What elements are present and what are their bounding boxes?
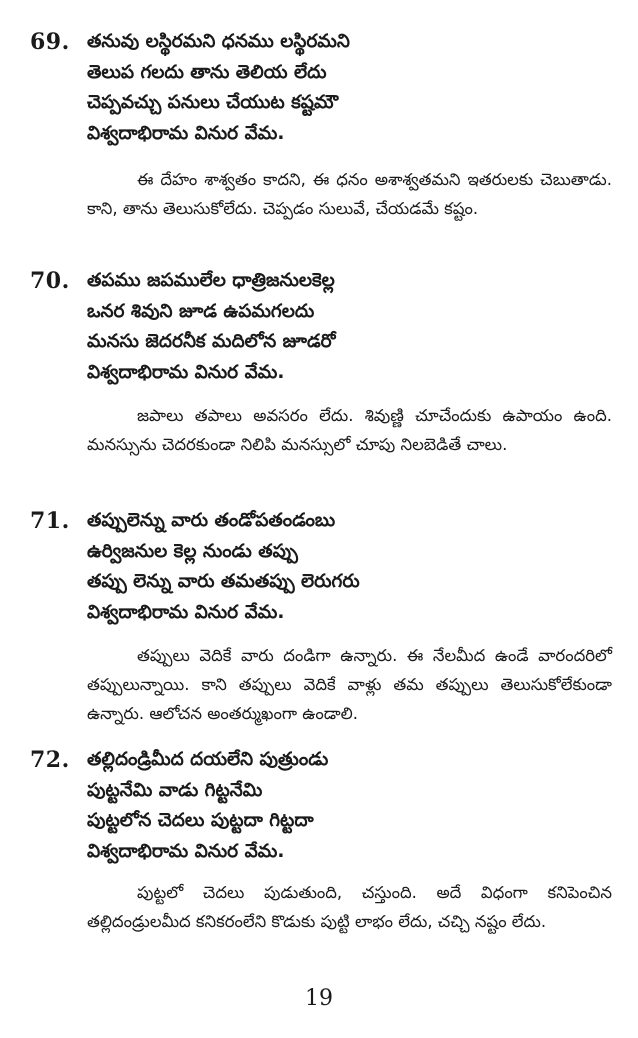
page-number: 19 <box>305 986 333 1011</box>
verse-meaning-69: ఈ దేహం శాశ్వతం కాదని, ఈ ధనం అశాశ్వతమని ఇతరులకు చెబుతాడు. కాని, తాను తెలుసుకోలేదు. చెప్పడం సులువే, చేయడమే కష్టం. <box>87 170 612 218</box>
verse-line: ఒనర శివుని జూడ ఉపమగలదు <box>87 300 315 322</box>
verse-lines <box>87 745 617 867</box>
verse-line: తపము జపములేల ధాత్రిజనులకెల్ల <box>87 270 335 291</box>
verse-line: తనువు లస్థిరమని ధనము లస్థిరమని <box>87 31 350 52</box>
verse-line: విశ్వదాభిరామ వినుర వేమ. <box>87 601 285 623</box>
verse-line: మనసు జెదరనీక మదిలోన జూడరో <box>87 331 336 352</box>
verse-line: తప్పులెన్ను వారు తండోపతండంబు <box>87 510 336 531</box>
verse-number: 69. <box>30 29 70 55</box>
verse-lines <box>87 27 617 149</box>
verse-number: 71. <box>30 508 70 534</box>
verse-meaning-72: పుట్టలో చెదలు పుడుతుంది, చస్తుంది. అదే విధంగా కనిపెంచిన తల్లిదండ్రులమీద కనికరంలేని కొడుకు పుట్టి లాభం లేదు, చచ్చి నష్టం లేదు. <box>87 883 612 931</box>
verse-line: విశ్వదాభిరామ వినుర వేమ. <box>87 122 285 144</box>
verse-lines <box>87 266 617 388</box>
verse-lines <box>87 506 617 628</box>
verse-line: తల్లిదండ్రిమీద దయలేని పుత్రుండు <box>87 749 329 770</box>
verse-number: 70. <box>30 268 70 294</box>
verse-line: చెప్పవచ్చు పనులు చేయుట కష్టమౌ <box>87 92 339 113</box>
verse-line: విశ్వదాభిరామ వినుర వేమ. <box>87 840 285 862</box>
verse-line: విశ్వదాభిరామ వినుర వేమ. <box>87 361 285 383</box>
verse-line: తెలుప గలదు తాను తెలియ లేదు <box>87 61 327 83</box>
verse-meaning-71: తప్పులు వెదికే వారు దండిగా ఉన్నారు. ఈ నేలమీద ఉండే వారందరిలో తప్పులున్నాయి. కాని తప్పులు వెదికే వాళ్లు తమ తప్పులు తెలుసుకోలేకుండా ఉన్నారు. ఆలోచన అంతర్ముఖంగా ఉండాలి. <box>87 646 612 723</box>
verse-line: పుట్టనేమి వాడు గిట్టనేమి <box>87 779 263 801</box>
verse-line: ఉర్విజనుల కెల్ల నుండు తప్పు <box>87 540 298 562</box>
verse-number: 72. <box>30 747 70 773</box>
verse-line: తప్పు లెన్ను వారు తమతప్పు లెరుగరు <box>87 571 360 592</box>
verse-line: పుట్టలోన చెదలు పుట్టదా గిట్టదా <box>87 810 314 831</box>
verse-meaning-70: జపాలు తపాలు అవసరం లేదు. శివుణ్ణి చూచేందుకు ఉపాయం ఉంది. మనస్సును చెదరకుండా నిలిపి మనస్సులో చూపు నిలబెడితే చాలు. <box>87 406 612 454</box>
